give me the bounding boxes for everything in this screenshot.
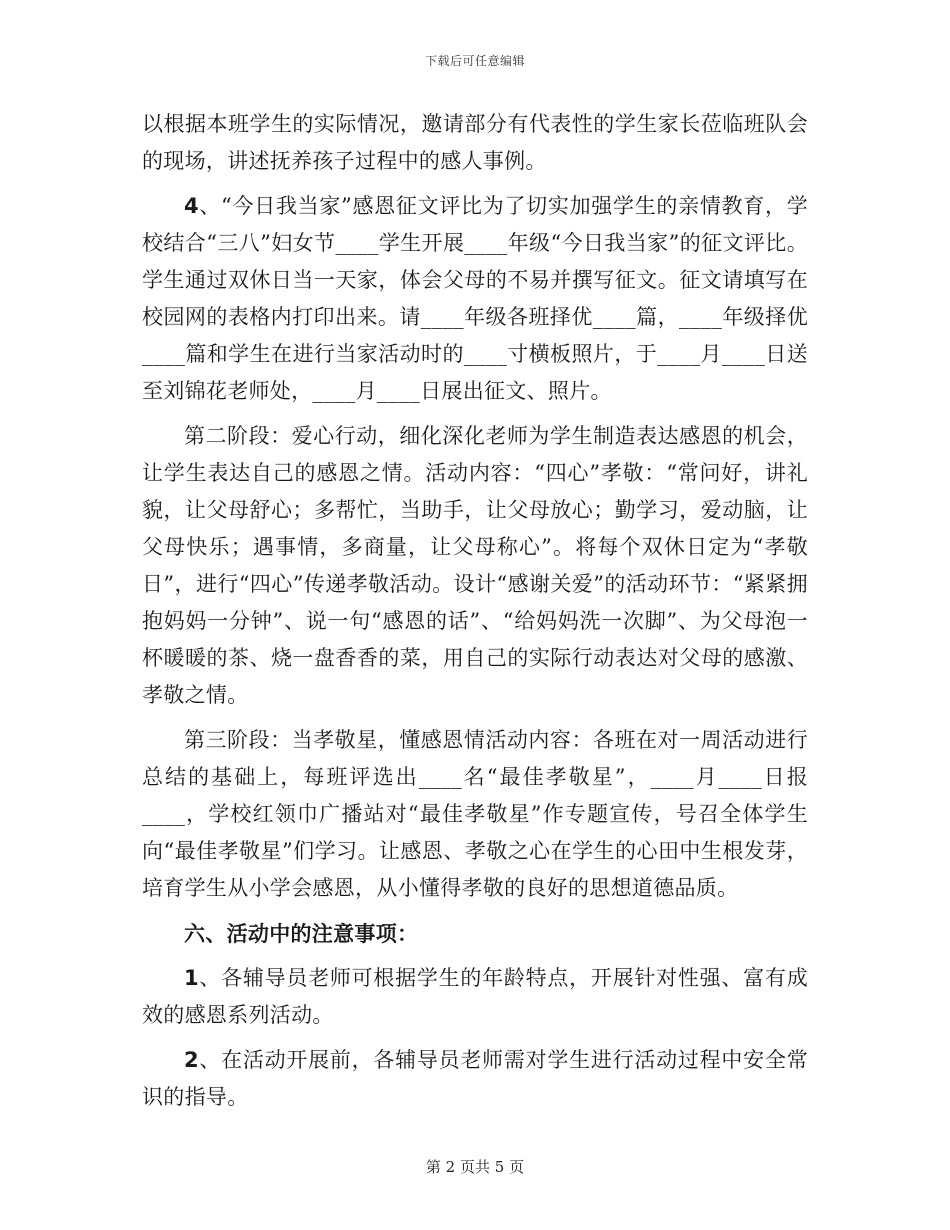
paragraph-note-two [142,1042,808,1116]
item-number: 4 [184,194,199,218]
paragraph-essay-contest [142,188,808,410]
paragraph-text: 、“今日我当家”感恩征文评比为了切实加强学生的亲情教育，学校结合“三八”妇女节____学生开展____年级“今日我当家”的征文评比。学生通过双休日当一天家，体会父母的不易并撰写征文。征文请填写在校园网的表格内打印出来。请____年级各班择优____篇，____年级择优____篇和学生在进行当家活动时的____寸横板照片，于____月____日送至刘锦花老师处，____月____日展出征文、照片。 [142,194,808,403]
page-header: 下载后可任意编辑 [424,54,525,68]
document-body [142,106,808,1116]
item-number: 2 [184,1048,199,1072]
section-heading-notes: 六、活动中的注意事项： [184,921,419,946]
item-number: 1 [184,966,199,990]
paragraph-stage-three: 第三阶段：当孝敬星，懂感恩情活动内容：各班在对一周活动进行总结的基础上，每班评选出____名“最佳孝敬星”，____月____日报____，学校红领巾广播站对“最佳孝敬星”作专题宣传，号召全体学生向“最佳孝敬星”们学习。让感恩、孝敬之心在学生的心田中生根发芽，培育学生从小学会感恩，从小懂得孝敬的良好的思想道德品质。 [142,728,808,900]
paragraph-text: 、各辅导员老师可根据学生的年龄特点，开展针对性强、富有成效的感恩系列活动。 [142,966,808,1027]
paragraph-stage-two: 第二阶段：爱心行动，细化深化老师为学生制造表达感恩的机会，让学生表达自己的感恩之情。活动内容：“四心”孝敬：“常问好，讲礼貌，让父母舒心；多帮忙，当助手，让父母放心；勤学习，爱动脑，让父母快乐；遇事情，多商量，让父母称心”。将每个双休日定为“孝敬日”，进行“四心”传递孝敬活动。设计“感谢关爱”的活动环节：“紧紧拥抱妈妈一分钟”、说一句“感恩的话”、“给妈妈洗一次脚”、为父母泡一杯暖暖的茶、烧一盘香香的菜，用自己的实际行动表达对父母的感激、孝敬之情。 [142,424,808,707]
paragraph-text: 、在活动开展前，各辅导员老师需对学生进行活动过程中安全常识的指导。 [142,1048,808,1109]
page-footer: 第 2 页共 5 页 [425,1158,525,1176]
paragraph-note-one [142,960,808,1034]
paragraph-continuation: 以根据本班学生的实际情况，邀请部分有代表性的学生家长莅临班队会的现场，讲述抚养孩子过程中的感人事例。 [142,112,808,173]
